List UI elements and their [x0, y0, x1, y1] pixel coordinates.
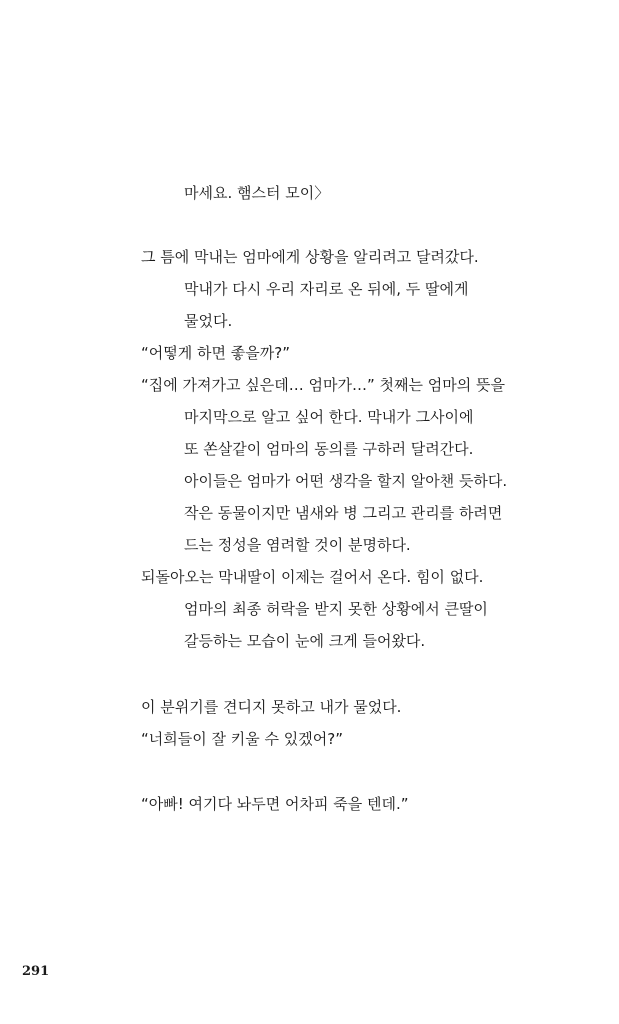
text-line: 엄마의 최종 허락을 받지 못한 상황에서 큰딸이	[184, 600, 488, 618]
text-line: “너희들이 잘 키울 수 있겠어?”	[141, 730, 343, 748]
text-line: 그 틈에 막내는 엄마에게 상황을 알리려고 달려갔다.	[141, 248, 479, 266]
text-line: 아이들은 엄마가 어떤 생각을 할지 알아챈 듯하다.	[184, 472, 508, 490]
text-line: “아빠! 여기다 놔두면 어차피 죽을 텐데.”	[141, 795, 409, 813]
text-line: 막내가 다시 우리 자리로 온 뒤에, 두 딸에게	[184, 280, 469, 298]
text-line: “집에 가져가고 싶은데… 엄마가…” 첫째는 엄마의 뜻을	[141, 376, 505, 394]
text-line: “어떻게 하면 좋을까?”	[141, 344, 290, 362]
text-line: 이 분위기를 견디지 못하고 내가 물었다.	[141, 698, 402, 716]
text-line: 작은 동물이지만 냄새와 병 그리고 관리를 하려면	[184, 504, 503, 522]
text-line: 물었다.	[184, 312, 233, 330]
text-line: 되돌아오는 막내딸이 이제는 걸어서 온다. 힘이 없다.	[141, 568, 484, 586]
page-number: 291	[22, 964, 50, 979]
text-line: 갈등하는 모습이 눈에 크게 들어왔다.	[184, 632, 426, 650]
text-line: 또 쏜살같이 엄마의 동의를 구하러 달려간다.	[184, 440, 474, 458]
text-line: 드는 정성을 염려할 것이 분명하다.	[184, 536, 411, 554]
text-line: 마세요. 햄스터 모이〉	[184, 184, 330, 202]
text-line: 마지막으로 알고 싶어 한다. 막내가 그사이에	[184, 408, 474, 426]
